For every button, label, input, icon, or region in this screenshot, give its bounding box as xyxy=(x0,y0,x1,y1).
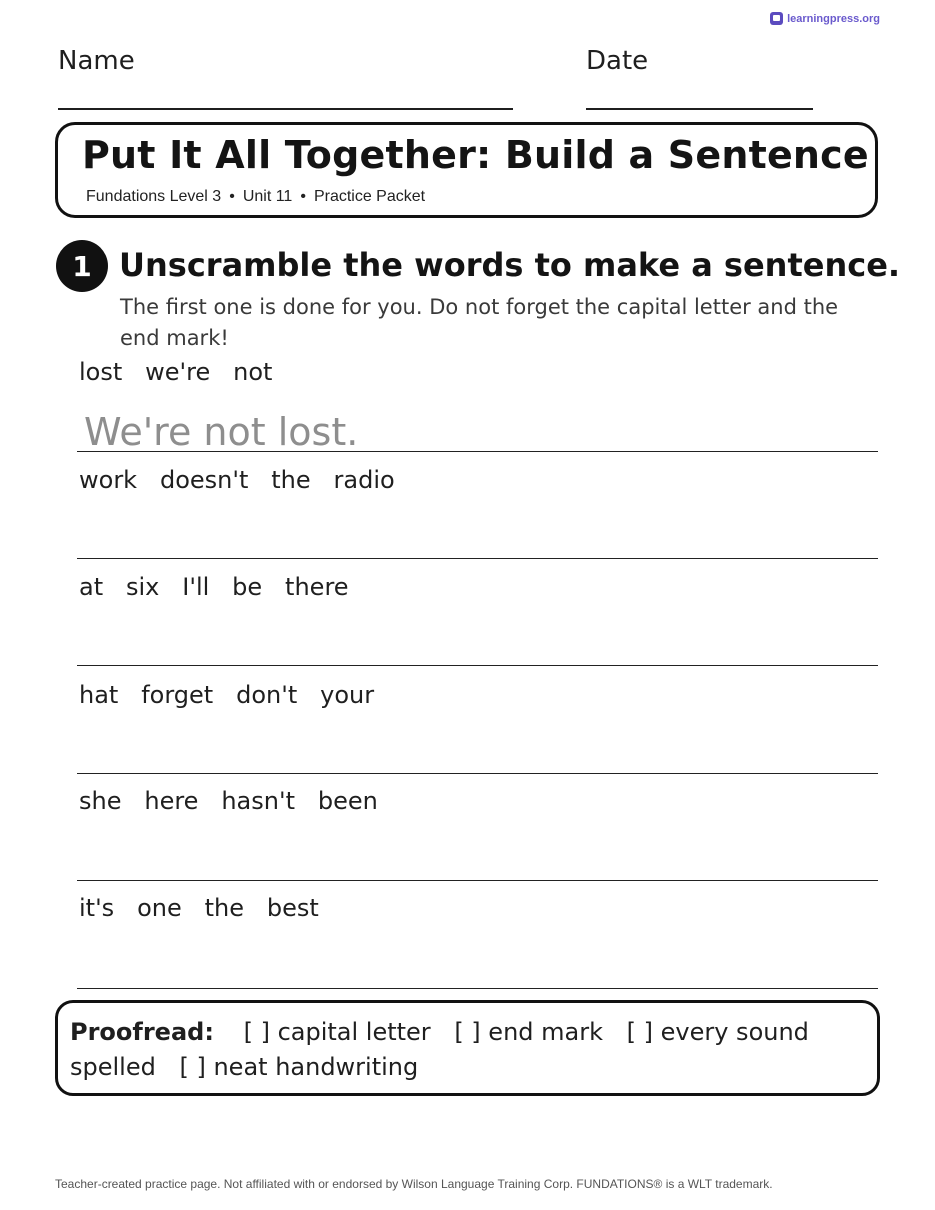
subtitle-unit: Unit 11 xyxy=(242,188,293,205)
footer-disclaimer: Teacher-created practice page. Not affiliated with or endorsed by Wilson Language Training Corp. FUNDATIONS® is a WLT trademark. xyxy=(55,1177,773,1191)
section-instructions: The first one is done for you. Do not forget the capital letter and the end mark! xyxy=(120,295,839,350)
name-label: Name xyxy=(58,46,135,76)
scrambled-words: work doesn't the radio xyxy=(79,466,395,494)
proofread-check-spelling[interactable]: [ ] every sound spelled xyxy=(70,1018,809,1081)
scrambled-words: at six I'll be there xyxy=(79,573,349,601)
answer-line[interactable] xyxy=(77,665,878,666)
scrambled-words: it's one the best xyxy=(79,894,319,922)
brand-link[interactable] xyxy=(770,12,880,25)
answer-line[interactable] xyxy=(77,558,878,559)
book-icon xyxy=(770,12,783,25)
proofread-check-handwriting[interactable]: [ ] neat handwriting xyxy=(179,1053,419,1081)
subtitle-packet: Practice Packet xyxy=(313,188,426,205)
answer-example: We're not lost. xyxy=(84,410,359,454)
name-line[interactable] xyxy=(58,108,513,110)
page-title: Put It All Together: Build a Sentence xyxy=(82,133,869,177)
answer-line[interactable] xyxy=(77,988,878,989)
subtitle-separator: • xyxy=(229,188,235,205)
proofread-check-endmark[interactable]: [ ] end mark xyxy=(454,1018,603,1046)
section-number-badge: 1 xyxy=(56,240,108,292)
date-label: Date xyxy=(586,46,649,76)
proofread-box xyxy=(55,1000,880,1096)
brand-text: learningpress.org xyxy=(787,12,880,25)
subtitle-separator: • xyxy=(300,188,306,205)
answer-line[interactable] xyxy=(77,451,878,452)
scrambled-words: hat forget don't your xyxy=(79,681,375,709)
scrambled-words: lost we're not xyxy=(79,358,273,386)
answer-line[interactable] xyxy=(77,880,878,881)
section-heading: Unscramble the words to make a sentence. xyxy=(119,246,901,284)
answer-line[interactable] xyxy=(77,773,878,774)
proofread-label: Proofread: xyxy=(70,1018,214,1046)
subtitle-level: Fundations Level 3 xyxy=(86,188,222,205)
title-box xyxy=(55,122,878,218)
page-subtitle xyxy=(86,188,425,206)
date-line[interactable] xyxy=(586,108,813,110)
scrambled-words: she here hasn't been xyxy=(79,787,378,815)
proofread-check-capital[interactable]: [ ] capital letter xyxy=(243,1018,431,1046)
